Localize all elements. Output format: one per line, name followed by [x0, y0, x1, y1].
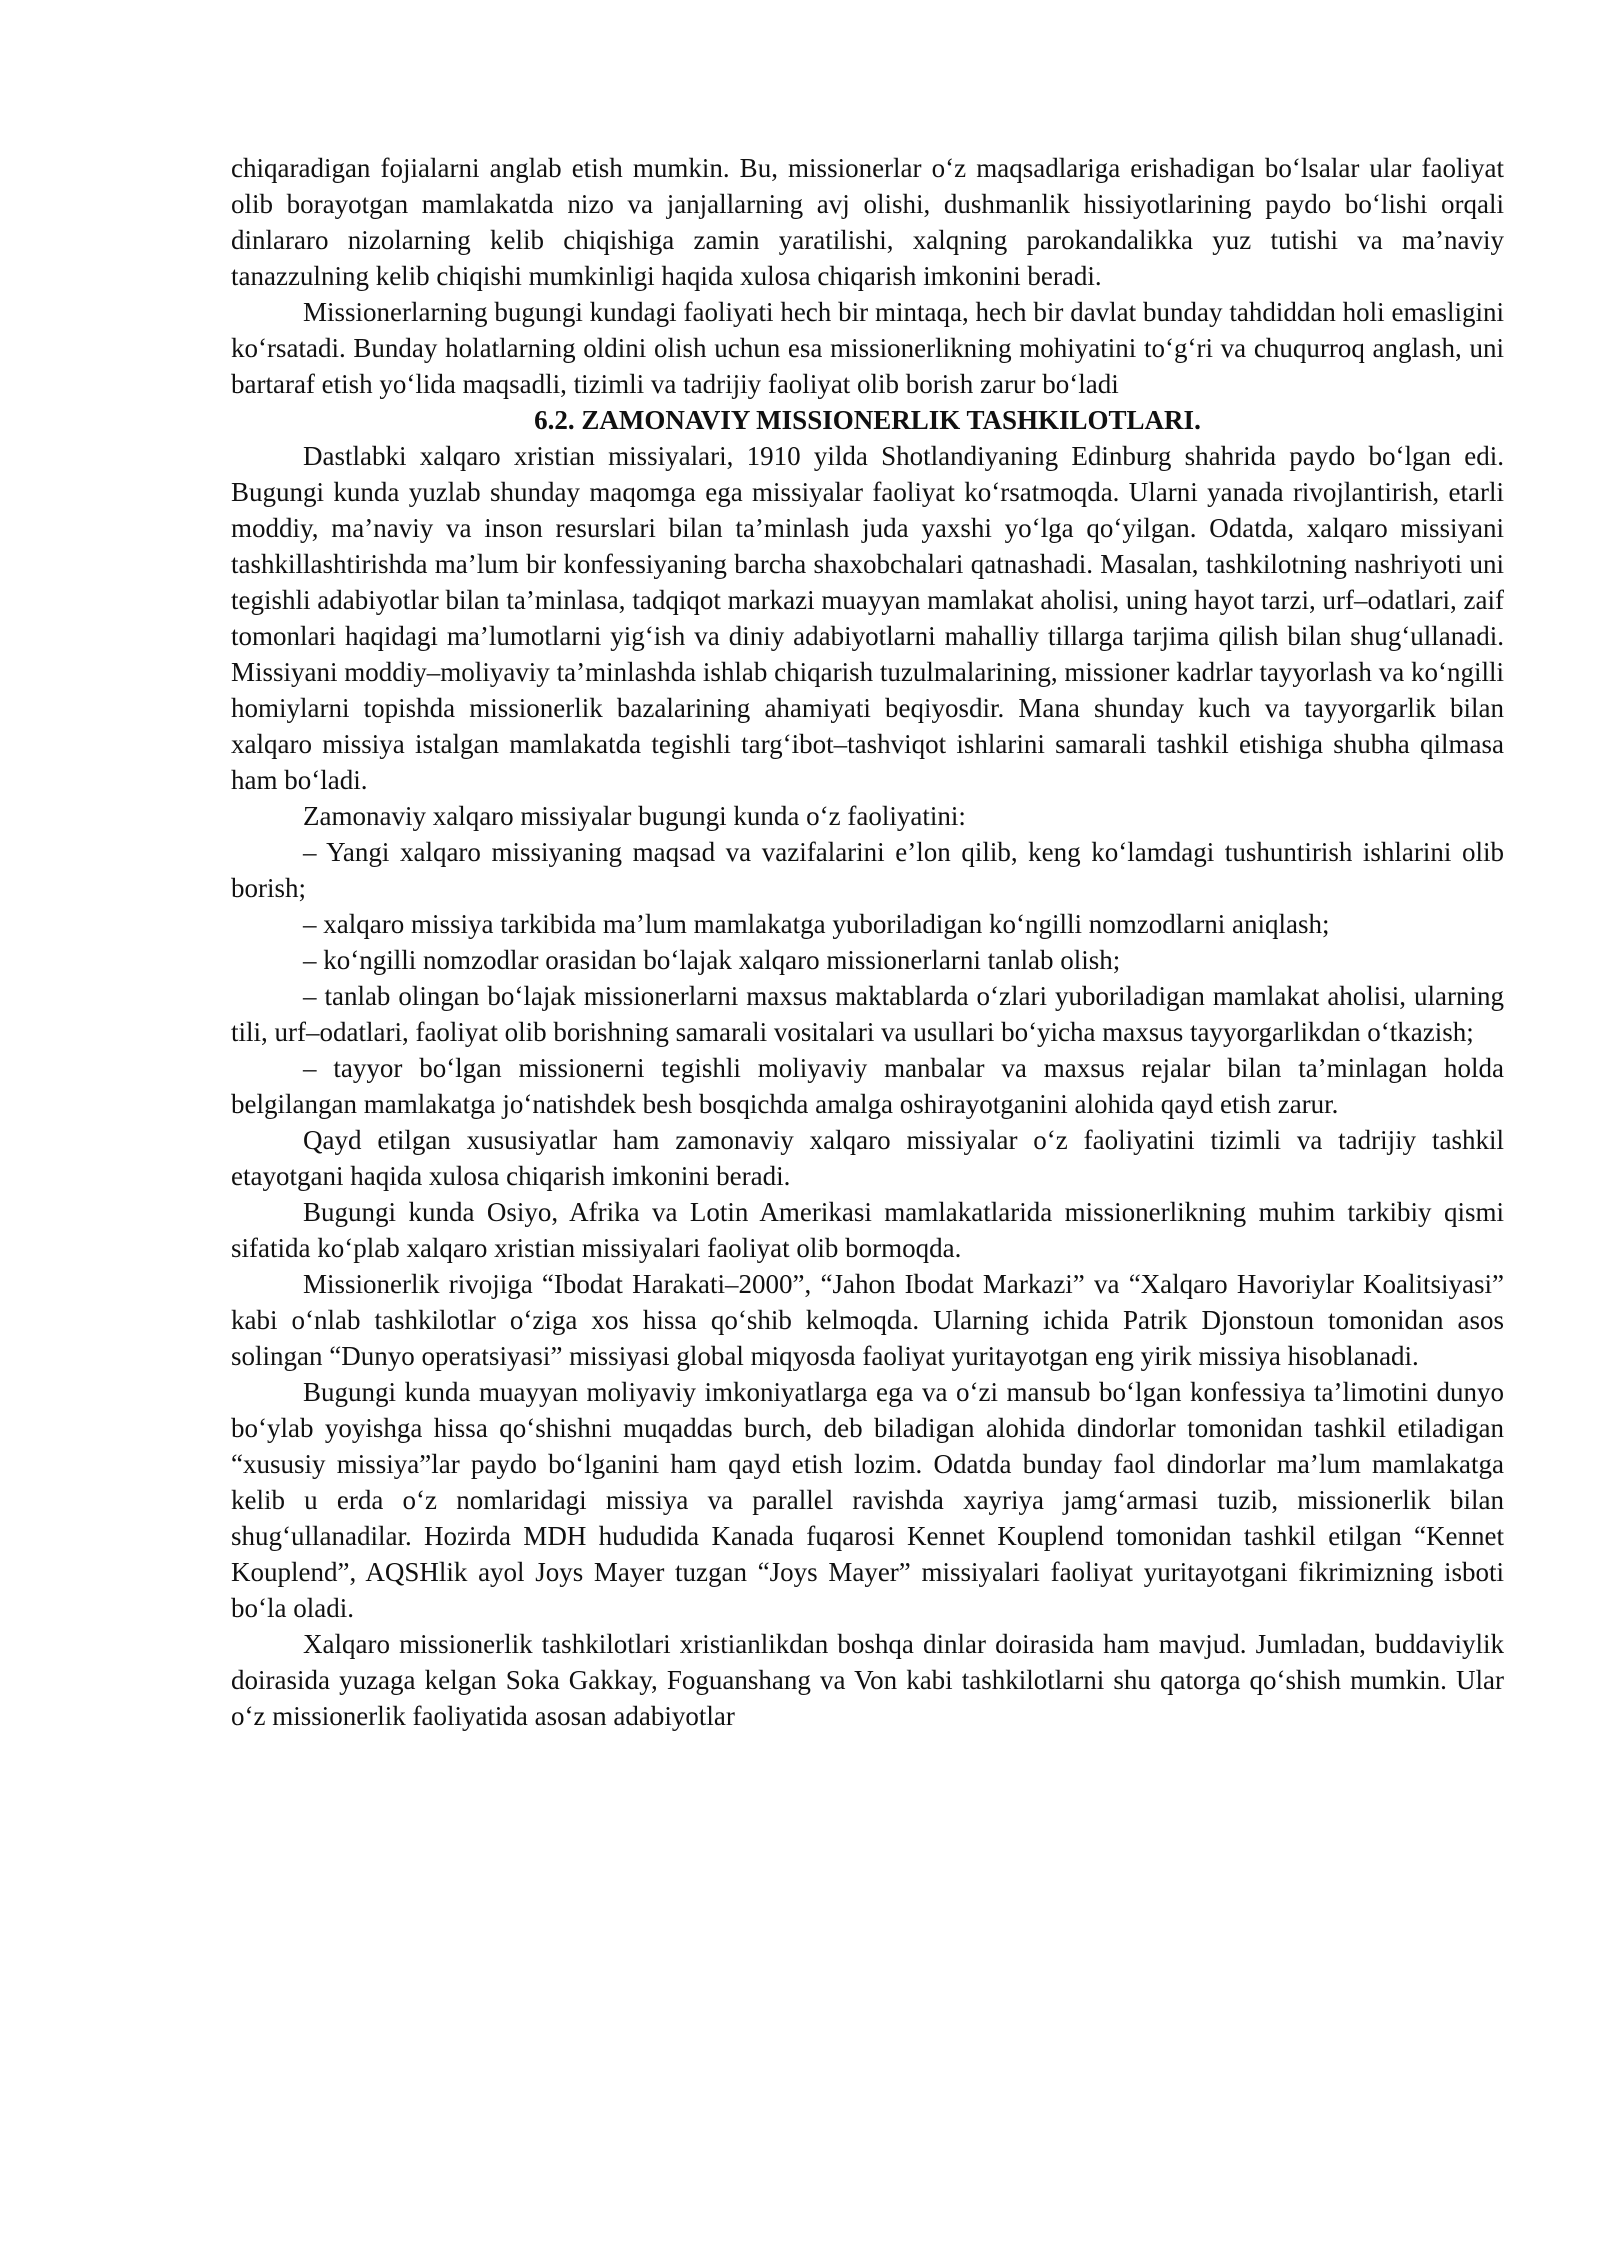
paragraph: Dastlabki xalqaro xristian missiyalari, 1910 yilda Shotlandiyaning Edinburg shahrida paydo bo‘lgan edi. Bugungi kunda yuzlab shunday maqomga ega missiyalar faoliyat ko‘rsatmoqda. Ularni yanada rivojlantirish, etarli moddiy, ma’naviy va inson resurslari bilan ta’minlash juda yaxshi yo‘lga qo‘yilgan. Odatda, xalqaro missiyani tashkillashtirishda ma’lum bir konfessiyaning barcha shaxobchalari qatnashadi. Masalan, tashkilotning nashriyoti uni tegishli adabiyotlar bilan ta’minlasa, tadqiqot markazi muayyan mamlakat aholisi, uning hayot tarzi, urf–odatlari, zaif tomonlari haqidagi ma’lumotlarni yig‘ish va diniy adabiyotlarni mahalliy tillarga tarjima qilish bilan shug‘ullanadi. Missiyani moddiy–moliyaviy ta’minlashda ishlab chiqarish tuzulmalarining, missioner kadrlar tayyorlash va ko‘ngilli homiylarni topishda missionerlik bazalarining ahamiyati beqiyosdir. Mana shunday kuch va tayyorgarlik bilan xalqaro missiya istalgan mamlakatda tegishli targ‘ibot–tashviqot ishlarini samarali tashkil etishiga shubha qilmasa ham bo‘ladi. [231, 441, 1504, 795]
paragraph: Missionerlarning bugungi kundagi faoliyati hech bir mintaqa, hech bir davlat bunday tahdiddan holi emasligini ko‘rsatadi. Bunday holatlarning oldini olish uchun esa missionerlikning mohiyatini to‘g‘ri va chuqurroq anglash, uni bartaraf etish yo‘lida maqsadli, tizimli va tadrijiy faoliyat olib borish zarur bo‘ladi [231, 297, 1504, 399]
paragraph: Bugungi kunda muayyan moliyaviy imkoniyatlarga ega va o‘zi mansub bo‘lgan konfessiya ta’limotini dunyo bo‘ylab yoyishga hissa qo‘shishni muqaddas burch, deb biladigan alohida dindorlar tomonidan tashkil etiladigan “xususiy missiya”lar paydo bo‘lganini ham qayd etish lozim. Odatda bunday faol dindorlar ma’lum mamlakatga kelib u erda o‘z nomlaridagi missiya va parallel ravishda xayriya jamg‘armasi tuzib, missionerlik bilan shug‘ullanadilar. Hozirda MDH hududida Kanada fuqarosi Kennet Kouplend tomonidan tashkil etilgan “Kennet Kouplend”, AQSHlik ayol Joys Mayer tuzgan “Joys Mayer” missiyalari faoliyat yuritayotgani fikrimizning isboti bo‘la oladi. [231, 1377, 1504, 1623]
paragraph: Missionerlik rivojiga “Ibodat Harakati–2000”, “Jahon Ibodat Markazi” va “Xalqaro Havoriylar Koalitsiyasi” kabi o‘nlab tashkilotlar o‘ziga xos hissa qo‘shib kelmoqda. Ularning ichida Patrik Djonstoun tomonidan asos solingan “Dunyo operatsiyasi” missiyasi global miqyosda faoliyat yuritayotgan eng yirik missiya hisoblanadi. [231, 1269, 1504, 1371]
list-item: – xalqaro missiya tarkibida ma’lum mamlakatga yuboriladigan ko‘ngilli nomzodlarni aniqlash; [303, 909, 1330, 939]
paragraph: Qayd etilgan xususiyatlar ham zamonaviy xalqaro missiyalar o‘z faoliyatini tizimli va tadrijiy tashkil etayotgani haqida xulosa chiqarish imkonini beradi. [231, 1125, 1504, 1191]
document-page [231, 150, 1504, 1734]
list-item: – tanlab olingan bo‘lajak missionerlarni maxsus maktablarda o‘zlari yuboriladigan mamlakat aholisi, ularning tili, urf–odatlari, faoliyat olib borishning samarali vositalari va usullari bo‘yicha maxsus tayyorgarlikdan o‘tkazish; [231, 981, 1504, 1047]
paragraph: Xalqaro missionerlik tashkilotlari xristianlikdan boshqa dinlar doirasida ham mavjud. Jumladan, buddaviylik doirasida yuzaga kelgan Soka Gakkay, Foguanshang va Von kabi tashkilotlarni shu qatorga qo‘shish mumkin. Ular o‘z missionerlik faoliyatida asosan adabiyotlar [231, 1629, 1504, 1731]
section-heading: 6.2. ZAMONAVIY MISSIONERLIK TASHKILOTLARI. [534, 405, 1201, 435]
list-item: – tayyor bo‘lgan missionerni tegishli moliyaviy manbalar va maxsus rejalar bilan ta’minlagan holda belgilangan mamlakatga jo‘natishdek besh bosqichda amalga oshirayotganini alohida qayd etish zarur. [231, 1053, 1504, 1119]
paragraph: Bugungi kunda Osiyo, Afrika va Lotin Amerikasi mamlakatlarida missionerlikning muhim tarkibiy qismi sifatida ko‘plab xalqaro xristian missiyalari faoliyat olib bormoqda. [231, 1197, 1504, 1263]
paragraph-continuation: chiqaradigan fojialarni anglab etish mumkin. Bu, missionerlar o‘z maqsadlariga erishadigan bo‘lsalar ular faoliyat olib borayotgan mamlakatda nizo va janjallarning avj olishi, dushmanlik hissiyotlarining paydo bo‘lishi orqali dinlararo nizolarning kelib chiqishiga zamin yaratilishi, xalqning parokandalikka yuz tutishi va ma’naviy tanazzulning kelib chiqishi mumkinligi haqida xulosa chiqarish imkonini beradi. [231, 153, 1504, 291]
paragraph: Zamonaviy xalqaro missiyalar bugungi kunda o‘z faoliyatini: [303, 801, 966, 831]
list-item: – ko‘ngilli nomzodlar orasidan bo‘lajak xalqaro missionerlarni tanlab olish; [303, 945, 1121, 975]
list-item: – Yangi xalqaro missiyaning maqsad va vazifalarini e’lon qilib, keng ko‘lamdagi tushuntirish ishlarini olib borish; [231, 837, 1504, 903]
